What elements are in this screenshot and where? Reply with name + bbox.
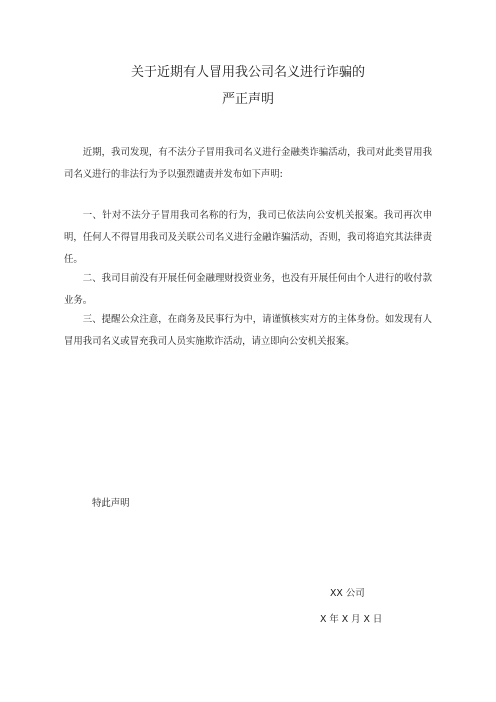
paragraph-intro: 近期，我司发现，有不法分子冒用我司名义进行金融类诈骗活动，我司对此类冒用我司名义进行的非法行为予以强烈谴责并发布如下声明: [64,147,432,180]
paragraph-point-1: 一、针对不法分子冒用我司名称的行为，我司已依法向公安机关报案。我司再次申明，任何人不得冒用我司及关联公司名义进行金融诈骗活动，否则，我司将追究其法律责任。 [64,210,432,265]
signature-company: XX 公司 [330,588,365,599]
title-line-2: 严正声明 [221,92,274,107]
title-line-1: 关于近期有人冒用我公司名义进行诈骗的 [130,65,365,80]
signature-date: X 年 X 月 X 日 [320,614,383,625]
paragraph-point-2: 二、我司目前没有开展任何金融理财投资业务，也没有开展任何由个人进行的收付款业务。 [64,273,432,306]
closing-statement: 特此声明 [92,498,130,509]
paragraph-point-3: 三、提醒公众注意，在商务及民事行为中，请谨慎核实对方的主体身份。如发现有人冒用我司名义或冒充我司人员实施欺诈活动，请立即向公安机关报案。 [64,314,432,347]
